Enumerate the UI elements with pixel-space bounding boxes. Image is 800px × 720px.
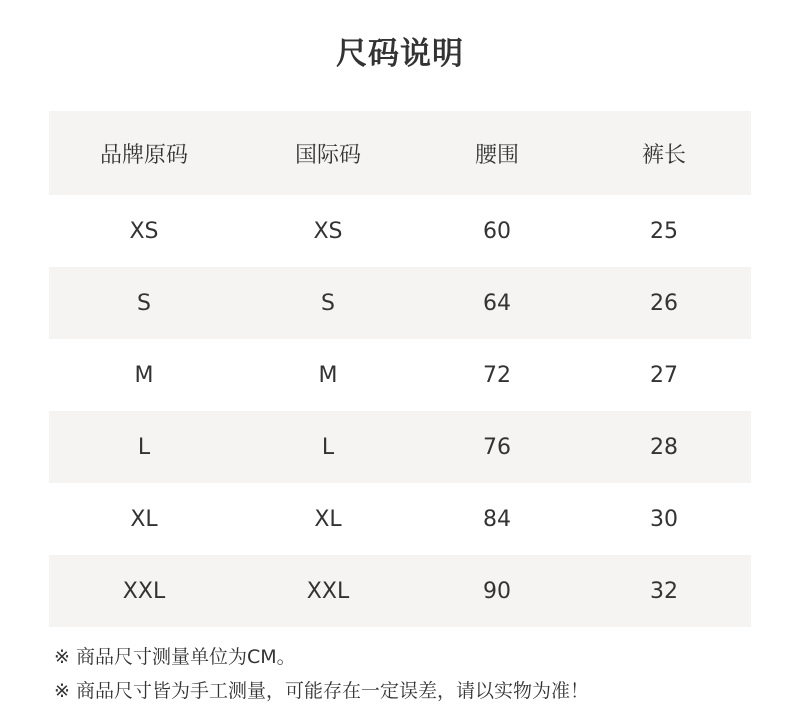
table-row (49, 267, 751, 339)
cell-intl-size: XS (313, 218, 343, 244)
size-notes (54, 640, 754, 708)
table-row (49, 555, 751, 627)
page-title: 尺码说明 (336, 36, 464, 72)
cell-brand-size: M (134, 362, 154, 388)
note-measurement-unit: ※ 商品尺寸测量单位为CM。 (54, 646, 296, 668)
cell-waist: 64 (483, 290, 511, 316)
header-length: 裤长 (641, 142, 686, 168)
table-header-row (49, 111, 751, 195)
cell-brand-size: S (137, 290, 151, 316)
table-row (49, 411, 751, 483)
cell-waist: 72 (483, 362, 511, 388)
header-waist: 腰围 (474, 142, 519, 168)
cell-length: 27 (650, 362, 678, 388)
cell-waist: 84 (483, 506, 511, 532)
cell-intl-size: M (318, 362, 338, 388)
cell-length: 30 (650, 506, 678, 532)
cell-waist: 90 (483, 578, 511, 604)
header-brand-size: 品牌原码 (99, 142, 188, 168)
table-row (49, 483, 751, 555)
cell-intl-size: XXL (306, 578, 350, 604)
size-table (49, 111, 751, 627)
cell-brand-size: XL (130, 506, 158, 532)
cell-length: 26 (650, 290, 678, 316)
note-manual-measurement: ※ 商品尺寸皆为手工测量，可能存在一定误差，请以实物为准！ (54, 680, 589, 702)
cell-waist: 76 (483, 434, 511, 460)
cell-length: 25 (650, 218, 678, 244)
header-intl-size: 国际码 (294, 142, 361, 168)
table-row (49, 339, 751, 411)
cell-length: 28 (650, 434, 678, 460)
table-row (49, 195, 751, 267)
cell-intl-size: XL (314, 506, 342, 532)
cell-brand-size: XXL (122, 578, 166, 604)
cell-length: 32 (650, 578, 678, 604)
cell-waist: 60 (483, 218, 511, 244)
cell-intl-size: S (321, 290, 335, 316)
cell-brand-size: XS (129, 218, 159, 244)
cell-brand-size: L (137, 434, 151, 460)
cell-intl-size: L (321, 434, 335, 460)
